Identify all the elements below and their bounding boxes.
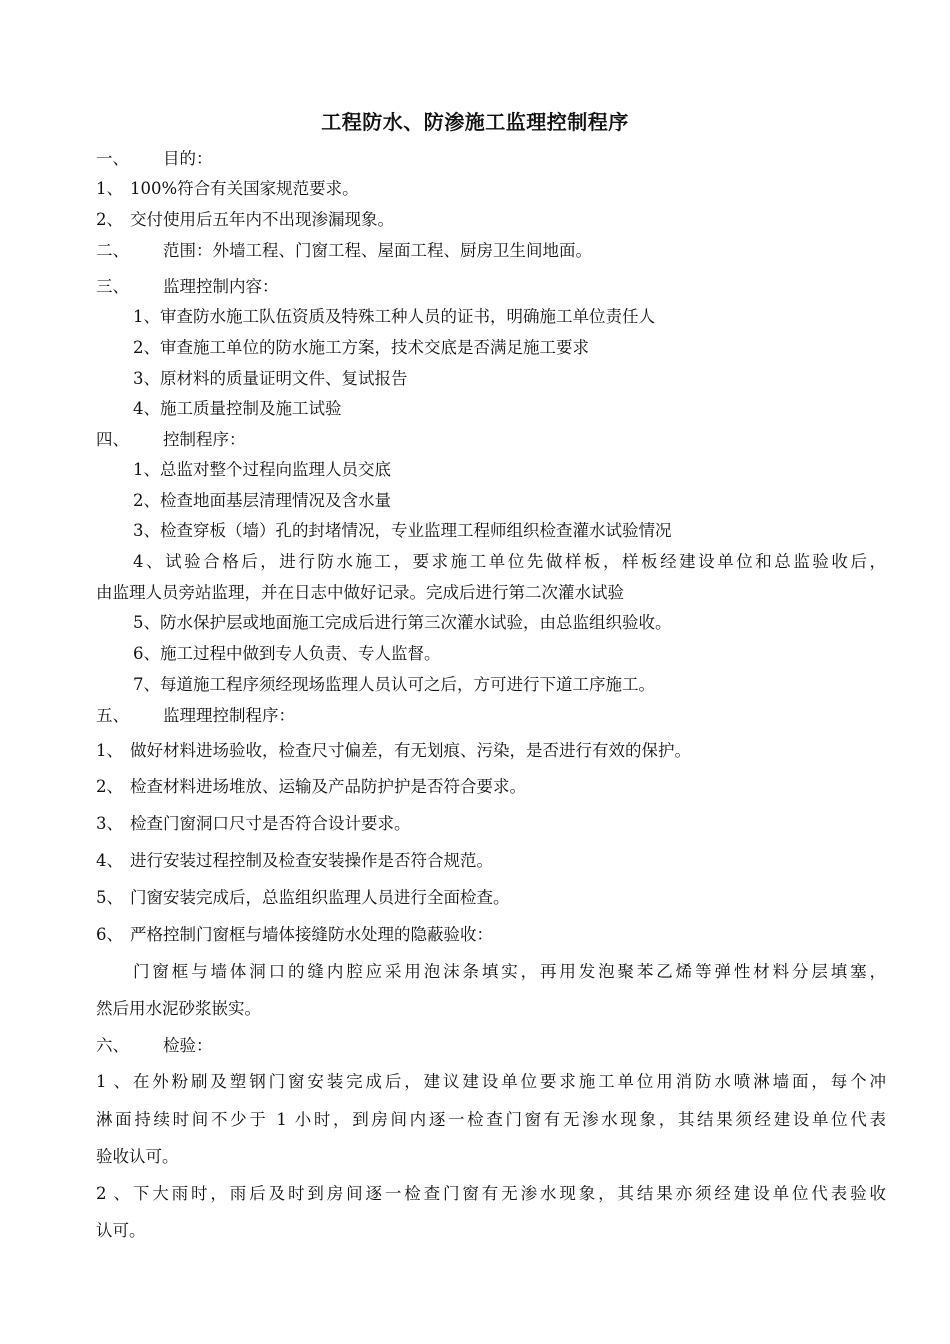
section-number: 一、 bbox=[96, 149, 129, 168]
list-item: 4、施工质量控制及施工试验 bbox=[133, 399, 342, 418]
section-5-heading bbox=[96, 706, 295, 726]
item-text: 交付使用后五年内不出现渗漏现象。 bbox=[130, 210, 394, 229]
item-text: 100%符合有关国家规范要求。 bbox=[130, 179, 359, 198]
list-item bbox=[96, 210, 394, 230]
item-text: 检查材料进场堆放、运输及产品防护护是否符合要求。 bbox=[130, 777, 526, 796]
list-item: 3、原材料的质量证明文件、复试报告 bbox=[133, 369, 408, 388]
section-title: 范围：外墙工程、门窗工程、屋面工程、厨房卫生间地面。 bbox=[163, 241, 592, 260]
list-item-continuation: 验收认可。 bbox=[96, 1147, 179, 1166]
item-text: 下大雨时，雨后及时到房间逐一检查门窗有无渗水现象，其结果亦须经建设单位代表验收 bbox=[130, 1184, 886, 1203]
section-2-heading bbox=[96, 241, 592, 261]
item-text: 进行安装过程控制及检查安装操作是否符合规范。 bbox=[130, 851, 493, 870]
section-title: 监理控制内容： bbox=[163, 277, 279, 296]
item-number: 6、 bbox=[96, 925, 123, 944]
section-3-heading bbox=[96, 277, 279, 297]
list-item bbox=[96, 925, 493, 945]
list-item bbox=[96, 888, 510, 908]
list-item bbox=[96, 741, 691, 761]
document-title: 工程防水、防渗施工监理控制程序 bbox=[321, 110, 629, 134]
item-number: 5、 bbox=[96, 888, 123, 907]
list-item: 5、防水保护层或地面施工完成后进行第三次灌水试验，由总监组织验收。 bbox=[133, 613, 672, 632]
section-number: 六、 bbox=[96, 1036, 129, 1055]
item-text: 检查门窗洞口尺寸是否符合设计要求。 bbox=[130, 814, 411, 833]
item-text: 门窗安装完成后，总监组织监理人员进行全面检查。 bbox=[130, 888, 510, 907]
list-item: 2、检查地面基层清理情况及含水量 bbox=[133, 491, 391, 510]
list-item-continuation: 淋面持续时间不少于 1 小时，到房间内逐一检查门窗有无渗水现象，其结果须经建设单位代表 bbox=[96, 1110, 886, 1129]
list-item bbox=[96, 1184, 886, 1204]
paragraph-line: 然后用水泥砂浆嵌实。 bbox=[96, 999, 261, 1018]
item-text: 严格控制门窗框与墙体接缝防水处理的隐蔽验收： bbox=[130, 925, 493, 944]
item-number: 1、 bbox=[96, 179, 123, 198]
paragraph-line: 门窗框与墙体洞口的缝内腔应采用泡沫条填实，再用发泡聚苯乙烯等弹性材料分层填塞， bbox=[133, 962, 886, 981]
section-title: 检验： bbox=[163, 1036, 213, 1055]
item-number: 3、 bbox=[96, 814, 123, 833]
item-text: 在外粉刷及塑钢门窗安装完成后，建议建设单位要求施工单位用消防水喷淋墙面，每个冲 bbox=[130, 1072, 886, 1091]
list-item bbox=[96, 179, 359, 199]
section-title: 控制程序： bbox=[163, 430, 246, 449]
list-item: 3、检查穿板（墙）孔的封堵情况，专业监理工程师组织检查灌水试验情况 bbox=[133, 521, 672, 540]
section-title: 目的： bbox=[163, 149, 213, 168]
section-number: 四、 bbox=[96, 430, 129, 449]
section-number: 三、 bbox=[96, 277, 129, 296]
list-item bbox=[96, 777, 526, 797]
list-item: 2、审查施工单位的防水施工方案，技术交底是否满足施工要求 bbox=[133, 338, 589, 357]
list-item-continuation: 由监理人员旁站监理，并在日志中做好记录。完成后进行第二次灌水试验 bbox=[96, 583, 624, 602]
list-item: 4、试验合格后，进行防水施工，要求施工单位先做样板，样板经建设单位和总监验收后， bbox=[133, 552, 886, 571]
list-item: 7、每道施工程序须经现场监理人员认可之后，方可进行下道工序施工。 bbox=[133, 675, 655, 694]
section-number: 二、 bbox=[96, 241, 129, 260]
item-number: 2、 bbox=[96, 210, 123, 229]
section-number: 五、 bbox=[96, 706, 129, 725]
item-number: 2、 bbox=[96, 777, 123, 796]
item-number: 4、 bbox=[96, 851, 123, 870]
item-text: 做好材料进场验收，检查尺寸偏差，有无划痕、污染，是否进行有效的保护。 bbox=[130, 741, 691, 760]
list-item bbox=[96, 851, 493, 871]
list-item bbox=[96, 1072, 886, 1092]
list-item-continuation: 认可。 bbox=[96, 1221, 146, 1240]
list-item bbox=[96, 814, 411, 834]
item-number: 1、 bbox=[96, 1072, 130, 1091]
section-4-heading bbox=[96, 430, 246, 450]
section-title: 监理理控制程序： bbox=[163, 706, 295, 725]
item-number: 1、 bbox=[96, 741, 123, 760]
section-1-heading bbox=[96, 149, 213, 169]
list-item: 1、审查防水施工队伍资质及特殊工种人员的证书，明确施工单位责任人 bbox=[133, 307, 655, 326]
list-item: 1、总监对整个过程向监理人员交底 bbox=[133, 460, 391, 479]
list-item: 6、施工过程中做到专人负责、专人监督。 bbox=[133, 644, 441, 663]
item-number: 2、 bbox=[96, 1184, 130, 1203]
section-6-heading bbox=[96, 1036, 213, 1056]
